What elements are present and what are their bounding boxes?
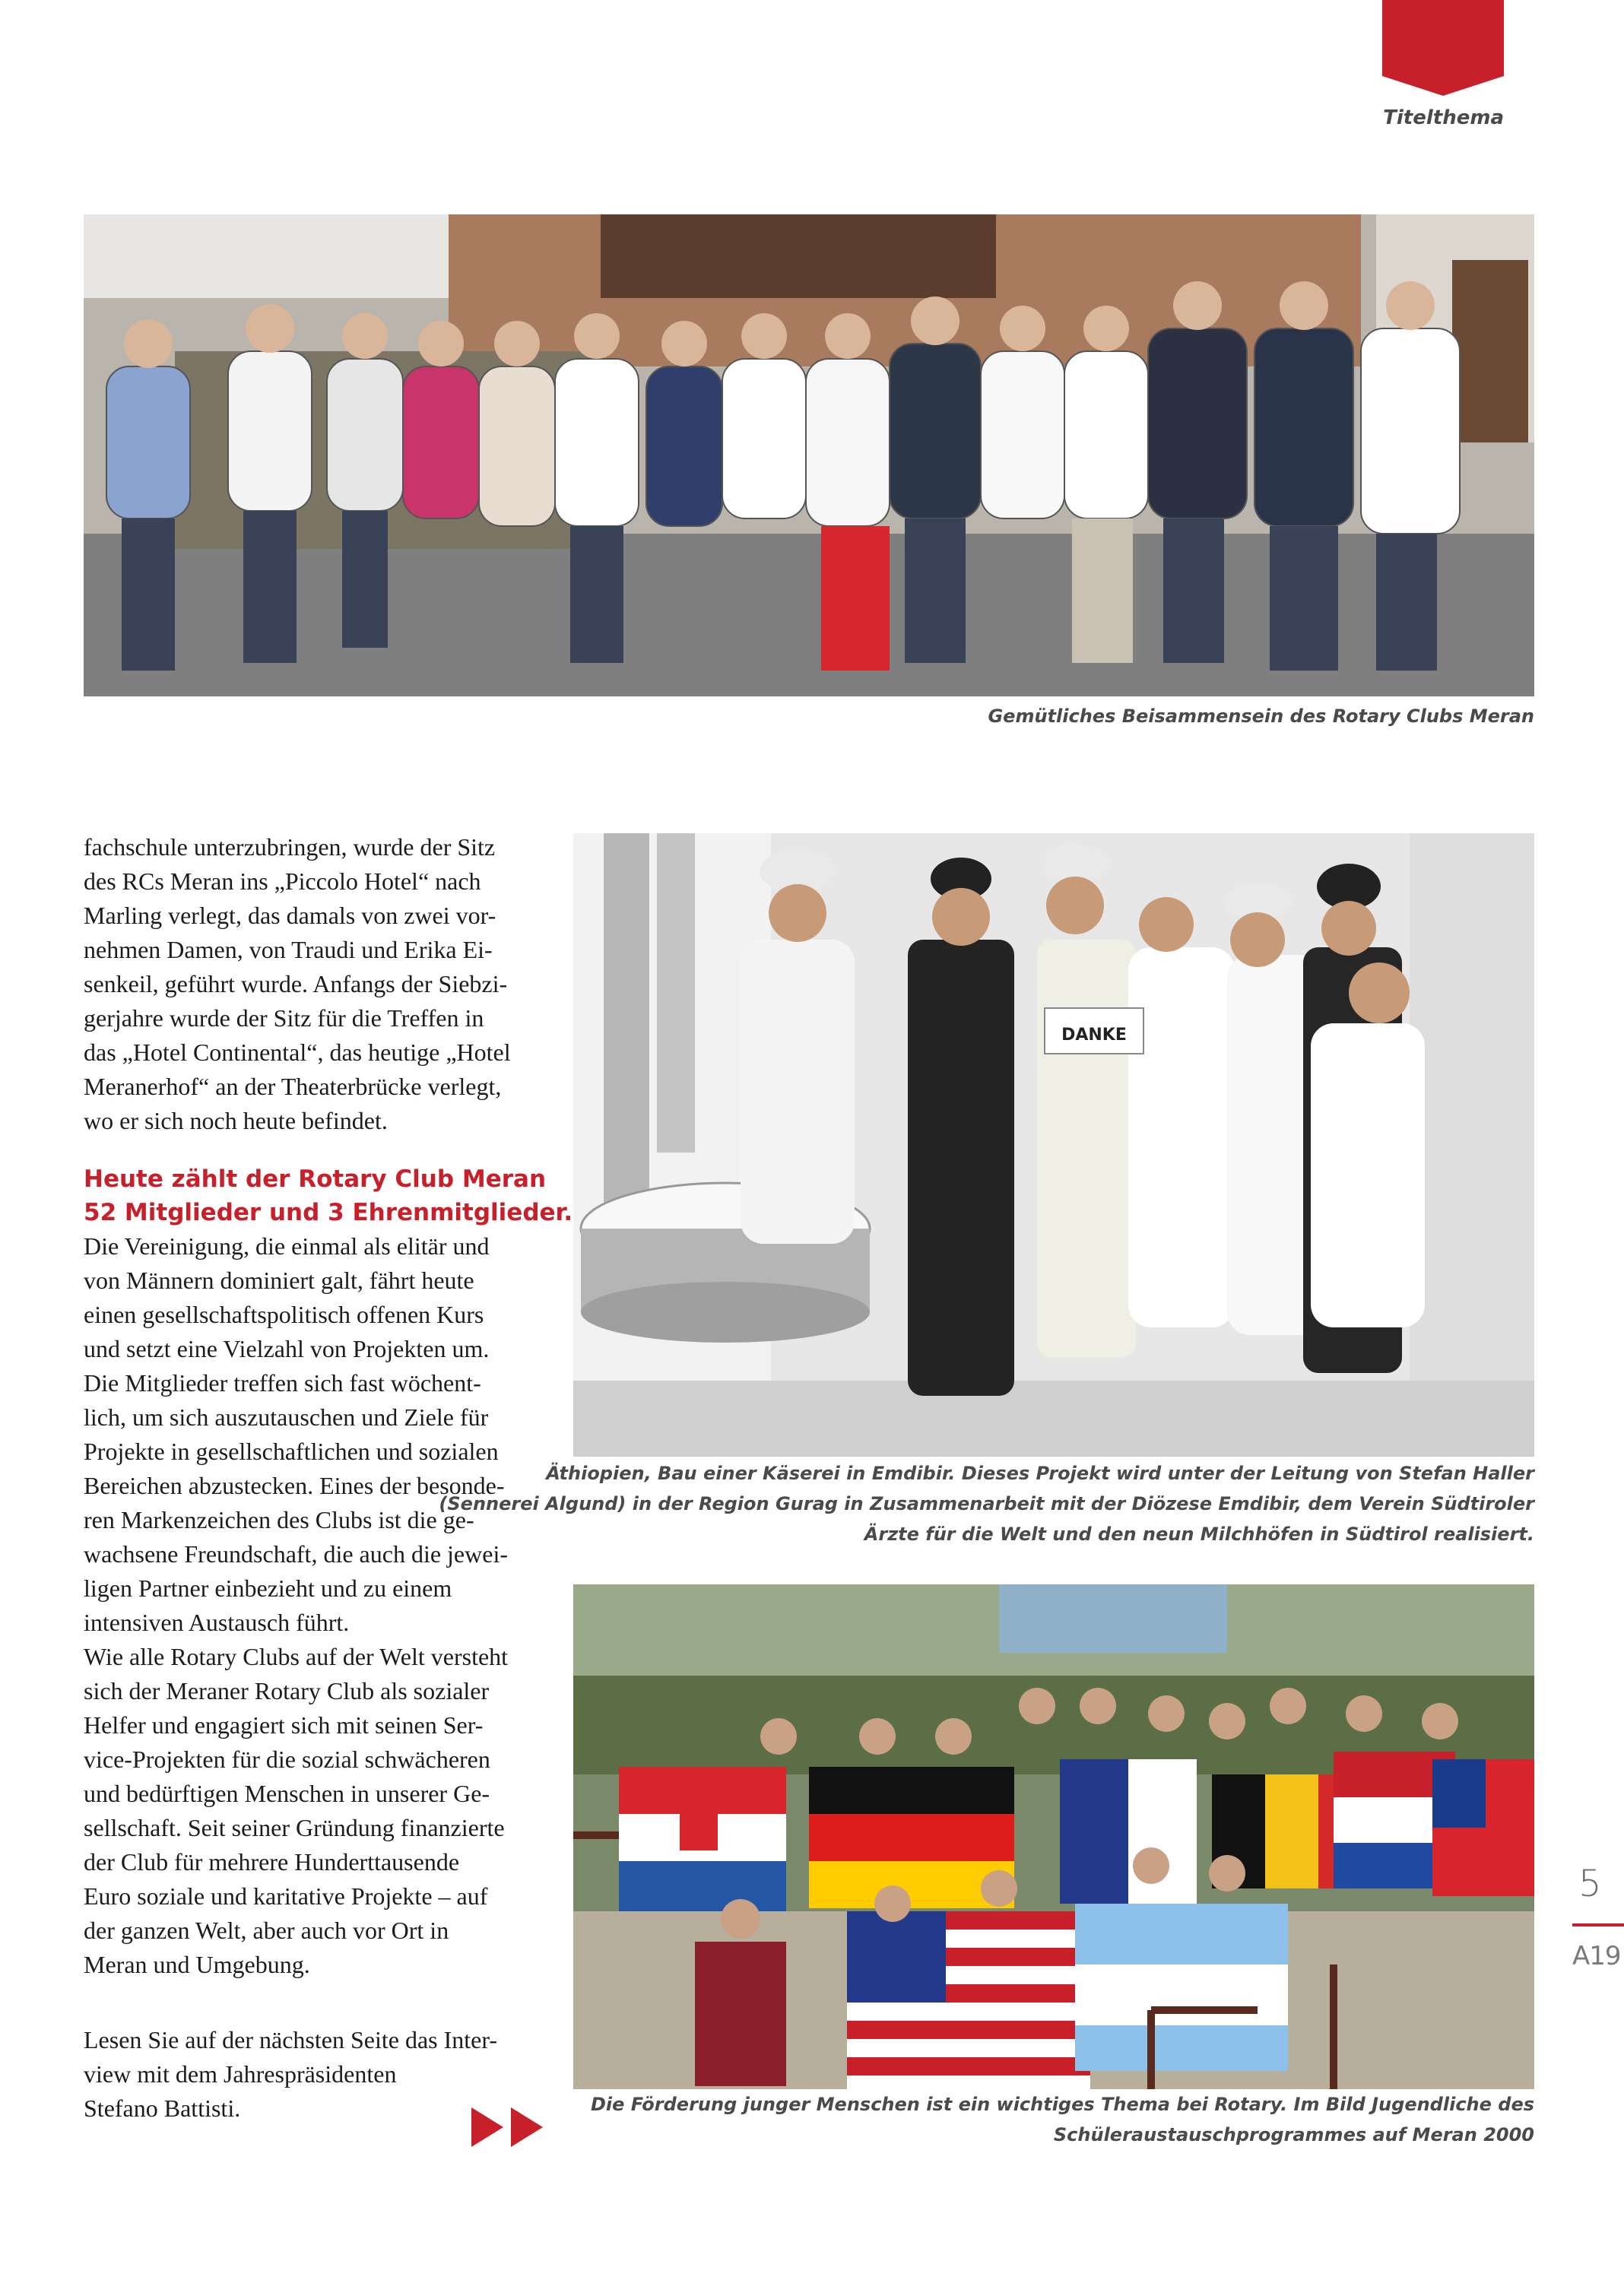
danke-sign-text: DANKE bbox=[1061, 1026, 1127, 1045]
group-photo-caption: Gemütliches Beisammensein des Rotary Clubs Meran bbox=[988, 706, 1534, 727]
continue-arrows-icon bbox=[471, 2107, 547, 2147]
group-photo bbox=[84, 214, 1534, 696]
a19-logo: A19 bbox=[1572, 1941, 1621, 1971]
intro-paragraph: fachschule unterzubringen, wurde der Sitz des RCs Meran ins „Piccolo Hotel“ nach Marling verlegt, das damals von zwei vor- nehmen Damen, von Traudi und Erika Ei- senkeil, geführt wurde. Anfangs der Siebzi- gerjahre wurde der Sitz für die Treffen in das „Hotel Continental“, das heutige „Hotel Meranerhof“ an der Theaterbrücke verlegt, wo er sich noch heute befindet. bbox=[84, 833, 511, 1134]
cheese-dairy-photo bbox=[573, 833, 1534, 1457]
membership-paragraph: Die Vereinigung, die einmal als elitär und von Männern dominiert galt, fährt heute einen gesellschaftspolitisch offenen Kurs und setzt eine Vielzahl von Projekten um. Die Mitglieder treffen sich fast wöchent- lich, um sich auszutauschen und Ziele für Projekte in gesellschaftlichen und sozialen Bereichen abzustecken. Eines der besonde- ren Markenzeichen des Clubs ist die ge- wachsene Freundschaft, die auch die jewei- ligen Partner einbezieht und zu einem intensiven Austausch führt. bbox=[84, 1232, 508, 1636]
section-tab-marker bbox=[1382, 0, 1504, 96]
page-number-rule bbox=[1572, 1923, 1624, 1926]
section-label: Titelthema bbox=[1383, 106, 1504, 129]
next-page-teaser: Lesen Sie auf der nächsten Seite das Inter- view mit dem Jahrespräsidenten Stefano Battisti. bbox=[84, 2026, 498, 2122]
service-paragraph: Wie alle Rotary Clubs auf der Welt versteht sich der Meraner Rotary Club als sozialer Helfer und engagiert sich mit seinen Ser- vice-Projekten für die sozial schwächeren und bedürftigen Menschen in unserer Ge- sellschaft. Seit seiner Gründung finanzierte der Club für mehrere Hunderttausende Euro soziale und karitative Projekte – auf der ganzen Welt, aber auch vor Ort in Meran und Umgebung. bbox=[84, 1643, 509, 1978]
article-subheading: Heute zählt der Rotary Club Meran 52 Mitglieder und 3 Ehrenmitglieder. bbox=[84, 1165, 573, 1226]
youth-exchange-photo bbox=[573, 1584, 1534, 2089]
page-number: 5 bbox=[1578, 1863, 1602, 1905]
cheese-dairy-caption: Äthiopien, Bau einer Käserei in Emdibir. Dieses Projekt wird unter der Leitung von Stefan Haller (Sennerei Algund) in der Region Gurag in Zusammenarbeit mit der Diözese Emdibir, dem Verein Südtiroler Ärzte für die Welt und den neun Milchhöfen in Südtirol realisiert. bbox=[439, 1463, 1534, 1545]
youth-exchange-caption: Die Förderung junger Menschen ist ein wichtiges Thema bei Rotary. Im Bild Jugendliche des Schüleraustauschprogrammes auf Meran 2000 bbox=[590, 2094, 1534, 2145]
